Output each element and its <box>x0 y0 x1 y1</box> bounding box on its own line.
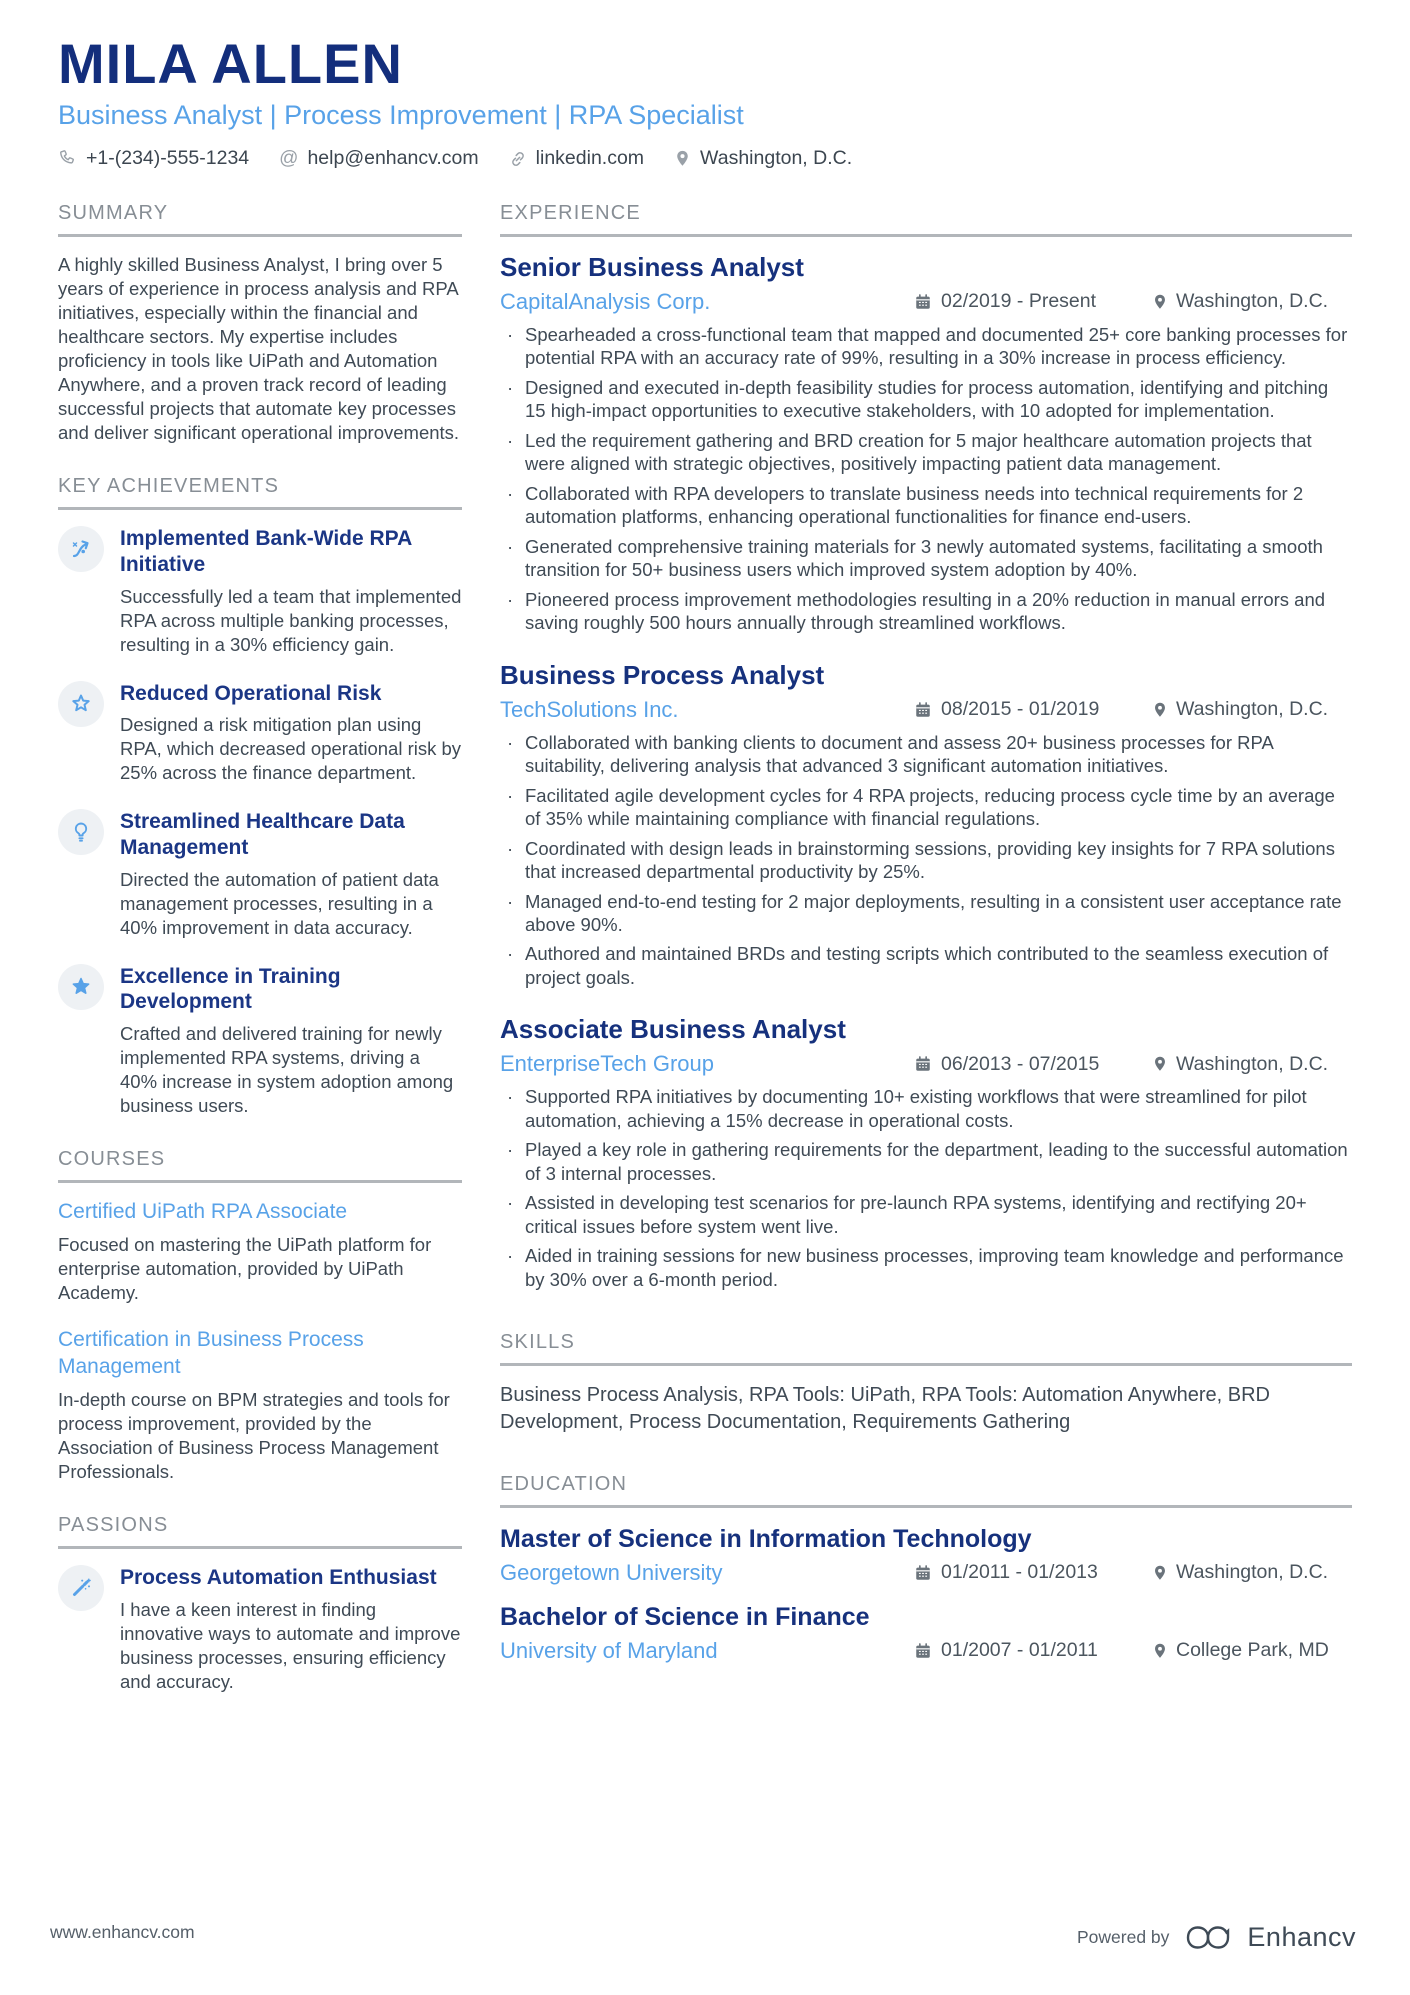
bullet-item: · Collaborated with banking clients to document and assess 20+ business processes for RPA suitability, delivering analysis that advanced 3 significant automation initiatives. <box>500 731 1352 778</box>
achievement-text: Designed a risk mitigation plan using RPA, which decreased operational risk by 25% across the finance department. <box>120 714 462 784</box>
enhancv-brand-text: Enhancv <box>1247 1922 1356 1952</box>
star-icon <box>58 964 104 1010</box>
calendar-icon <box>914 1055 932 1073</box>
education-dates-text: 01/2011 - 01/2013 <box>941 1561 1098 1584</box>
skills-section <box>500 1331 1352 1435</box>
calendar-icon <box>914 1642 932 1660</box>
resume-columns <box>58 202 1352 1724</box>
job-dates <box>914 290 1152 313</box>
education-location-text: Washington, D.C. <box>1176 1561 1329 1584</box>
achievement-title: Implemented Bank-Wide RPA Initiative <box>120 527 412 576</box>
courses-section <box>58 1148 462 1484</box>
phone-link[interactable] <box>58 147 249 170</box>
lightbulb-icon <box>58 809 104 855</box>
experience-section-title: EXPERIENCE <box>500 202 1352 237</box>
education-location-text: College Park, MD <box>1176 1639 1329 1662</box>
summary-section <box>58 202 462 445</box>
star-outline-icon <box>58 681 104 727</box>
course-text: Focused on mastering the UiPath platform for enterprise automation, provided by UiPath Academy. <box>58 1234 432 1304</box>
experience-section <box>500 202 1352 1291</box>
bullet-item: · Coordinated with design leads in brainstorming sessions, providing key insights for 7 RPA solutions that increased departmental productivity by 25%. <box>500 837 1352 884</box>
bullet-item: · Collaborated with RPA developers to translate business needs into technical requirements for 2 automation platforms, enhancing operational functionalities for finance end-users. <box>500 482 1352 529</box>
achievement-title: Excellence in Training Development <box>120 964 341 1014</box>
achievement-text: Successfully led a team that implemented RPA across multiple banking processes, resulting in a 30% efficiency gain. <box>120 585 462 655</box>
education-dates <box>914 1639 1152 1662</box>
company-name: EnterpriseTech Group <box>500 1051 714 1077</box>
email-link[interactable] <box>279 147 479 170</box>
contact-row <box>58 147 1352 170</box>
left-column <box>58 202 462 1724</box>
course-title: Certification in Business Process Management <box>58 1328 364 1379</box>
job-bullets <box>500 323 1352 635</box>
school-name: Georgetown University <box>500 1559 723 1585</box>
job-title: Associate Business Analyst <box>500 1014 846 1045</box>
link-icon <box>509 150 527 168</box>
job-location-text: Washington, D.C. <box>1176 698 1329 721</box>
bullet-item: · Assisted in developing test scenarios for pre-launch RPA systems, identifying and rectifying 20+ critical issues before system went live. <box>500 1191 1352 1238</box>
job-dates <box>914 1053 1152 1076</box>
bullet-item: · Managed end-to-end testing for 2 major deployments, resulting in a consistent user acceptance rate above 90%. <box>500 890 1352 937</box>
enhancv-site-link[interactable]: www.enhancv.com <box>50 1922 195 1942</box>
achievement-text: Crafted and delivered training for newly implemented RPA systems, driving a 40% increase in system adoption among business users. <box>120 1023 454 1117</box>
location-pin-icon <box>674 149 691 168</box>
location-item <box>674 147 852 170</box>
job-meta-row <box>500 697 1352 723</box>
key-achievements-section-title: KEY ACHIEVEMENTS <box>58 475 462 510</box>
job-dates-text: 02/2019 - Present <box>941 290 1097 313</box>
phone-number: +1-(234)-555-1234 <box>86 147 250 169</box>
education-section <box>500 1473 1352 1664</box>
job-location <box>1152 1053 1352 1076</box>
education-location <box>1152 1561 1352 1584</box>
key-achievements-section <box>58 475 462 1118</box>
bullet-item: · Led the requirement gathering and BRD creation for 5 major healthcare automation projects that were aligned with strategic objectives, positively impacting patient data management. <box>500 429 1352 476</box>
skills-section-title: SKILLS <box>500 1331 1352 1366</box>
education-meta-row <box>500 1638 1352 1664</box>
bullet-item: · Authored and maintained BRDs and testing scripts which contributed to the seamless execution of project goals. <box>500 942 1352 989</box>
course-title: Certified UiPath RPA Associate <box>58 1200 348 1224</box>
education-item <box>500 1524 1352 1586</box>
job-meta-row <box>500 289 1352 315</box>
calendar-icon <box>914 293 932 311</box>
bullet-item: · Generated comprehensive training materials for 3 newly automated systems, facilitating a smooth transition for 50+ business users which improved system adoption by 40%. <box>500 535 1352 582</box>
passion-text: I have a keen interest in finding innovative ways to automate and improve business processes, ensuring efficiency and accuracy. <box>120 1598 461 1692</box>
degree-title: Bachelor of Science in Finance <box>500 1602 870 1631</box>
powered-by-enhancv[interactable] <box>1077 1922 1356 1953</box>
education-dates <box>914 1561 1152 1584</box>
location-pin-icon <box>1152 1055 1168 1073</box>
person-name: MILA ALLEN <box>58 32 403 95</box>
achievement-title: Reduced Operational Risk <box>120 681 382 705</box>
bullet-item: · Spearheaded a cross-functional team that mapped and documented 25+ core banking processes for potential RPA with an accuracy rate of 99%, resulting in a 30% increase in process efficiency. <box>500 323 1352 370</box>
bullet-item: · Aided in training sessions for new business processes, improving team knowledge and performance by 30% over a 6-month period. <box>500 1244 1352 1291</box>
achievement-item <box>58 681 462 786</box>
education-item <box>500 1602 1352 1664</box>
job-bullets <box>500 1085 1352 1291</box>
job-title: Senior Business Analyst <box>500 252 804 282</box>
job-meta-row <box>500 1051 1352 1077</box>
job-entry <box>500 661 1352 990</box>
job-dates-text: 06/2013 - 07/2015 <box>941 1052 1100 1075</box>
job-dates-text: 08/2015 - 01/2019 <box>941 698 1100 721</box>
education-section-title: EDUCATION <box>500 1473 1352 1508</box>
course-item <box>58 1199 462 1305</box>
company-name: TechSolutions Inc. <box>500 696 679 722</box>
job-location <box>1152 290 1352 313</box>
bullet-item: · Designed and executed in-depth feasibility studies for process automation, identifying and pitching 15 high-impact opportunities to executive stakeholders, with 10 adopted for implementation. <box>500 376 1352 423</box>
job-title: Business Process Analyst <box>500 659 825 690</box>
bullet-item: · Played a key role in gathering requirements for the department, leading to the successful automation of 3 internal processes. <box>500 1138 1352 1185</box>
summary-section-title: SUMMARY <box>58 202 462 237</box>
job-location-text: Washington, D.C. <box>1176 290 1329 313</box>
trajectory-icon <box>58 526 104 572</box>
powered-by-label: Powered by <box>1077 1927 1170 1947</box>
enhancv-logo-icon <box>1185 1924 1231 1951</box>
location-text: Washington, D.C. <box>700 147 853 169</box>
degree-title: Master of Science in Information Technology <box>500 1524 1032 1553</box>
achievement-item <box>58 809 462 939</box>
passion-title: Process Automation Enthusiast <box>120 1566 437 1590</box>
location-pin-icon <box>1152 1642 1168 1660</box>
location-pin-icon <box>1152 1564 1168 1582</box>
education-location <box>1152 1639 1352 1662</box>
phone-icon <box>58 149 77 168</box>
company-name: CapitalAnalysis Corp. <box>500 288 711 314</box>
resume-header <box>58 32 1352 170</box>
calendar-icon <box>914 701 932 719</box>
bullet-item: · Facilitated agile development cycles for 4 RPA projects, reducing process cycle time by an average of 35% while maintaining compliance with financial regulations. <box>500 784 1352 831</box>
passions-section-title: PASSIONS <box>58 1514 462 1549</box>
passion-item <box>58 1565 462 1694</box>
right-column <box>500 202 1352 1724</box>
summary-text: A highly skilled Business Analyst, I bring over 5 years of experience in process analysis and RPA initiatives, especially within the financial and healthcare sectors. My expertise includes proficiency in tools like UiPath and Automation Anywhere, and a proven track record of leading successful projects that automate key processes and deliver significant operational improvements. <box>58 254 460 444</box>
education-dates-text: 01/2007 - 01/2011 <box>941 1639 1098 1662</box>
calendar-icon <box>914 1564 932 1582</box>
linkedin-text: linkedin.com <box>535 147 645 169</box>
courses-section-title: COURSES <box>58 1148 462 1183</box>
achievement-item <box>58 964 462 1118</box>
job-location <box>1152 698 1352 721</box>
bullet-item: · Supported RPA initiatives by documenting 10+ existing workflows that were streamlined for pilot automation, achieving a 15% decrease in operational costs. <box>500 1085 1352 1132</box>
job-bullets <box>500 731 1352 990</box>
education-meta-row <box>500 1560 1352 1586</box>
school-name: University of Maryland <box>500 1637 718 1663</box>
location-pin-icon <box>1152 293 1168 311</box>
achievement-text: Directed the automation of patient data management processes, resulting in a 40% improvement in data accuracy. <box>120 868 439 938</box>
linkedin-link[interactable] <box>509 147 644 170</box>
job-location-text: Washington, D.C. <box>1176 1052 1329 1075</box>
skills-text: Business Process Analysis, RPA Tools: UiPath, RPA Tools: Automation Anywhere, BRD Development, Process Documentation, Requirements Gathering <box>500 1384 1270 1433</box>
email-address: help@enhancv.com <box>307 147 479 169</box>
email-at-icon: @ <box>279 147 299 169</box>
location-pin-icon <box>1152 701 1168 719</box>
bullet-item: · Pioneered process improvement methodologies resulting in a 20% reduction in manual errors and saving roughly 500 hours annually through streamlined workflows. <box>500 588 1352 635</box>
job-entry <box>500 253 1352 635</box>
person-job-title: Business Analyst | Process Improvement | RPA Specialist <box>58 100 744 130</box>
job-entry <box>500 1015 1352 1291</box>
course-text: In-depth course on BPM strategies and tools for process improvement, provided by the Association of Business Process Management Professionals. <box>58 1389 450 1483</box>
achievement-item <box>58 526 462 656</box>
job-dates <box>914 698 1152 721</box>
achievement-title: Streamlined Healthcare Data Management <box>120 810 405 860</box>
passions-section <box>58 1514 462 1694</box>
course-item <box>58 1327 462 1484</box>
magic-wand-icon <box>58 1565 104 1611</box>
